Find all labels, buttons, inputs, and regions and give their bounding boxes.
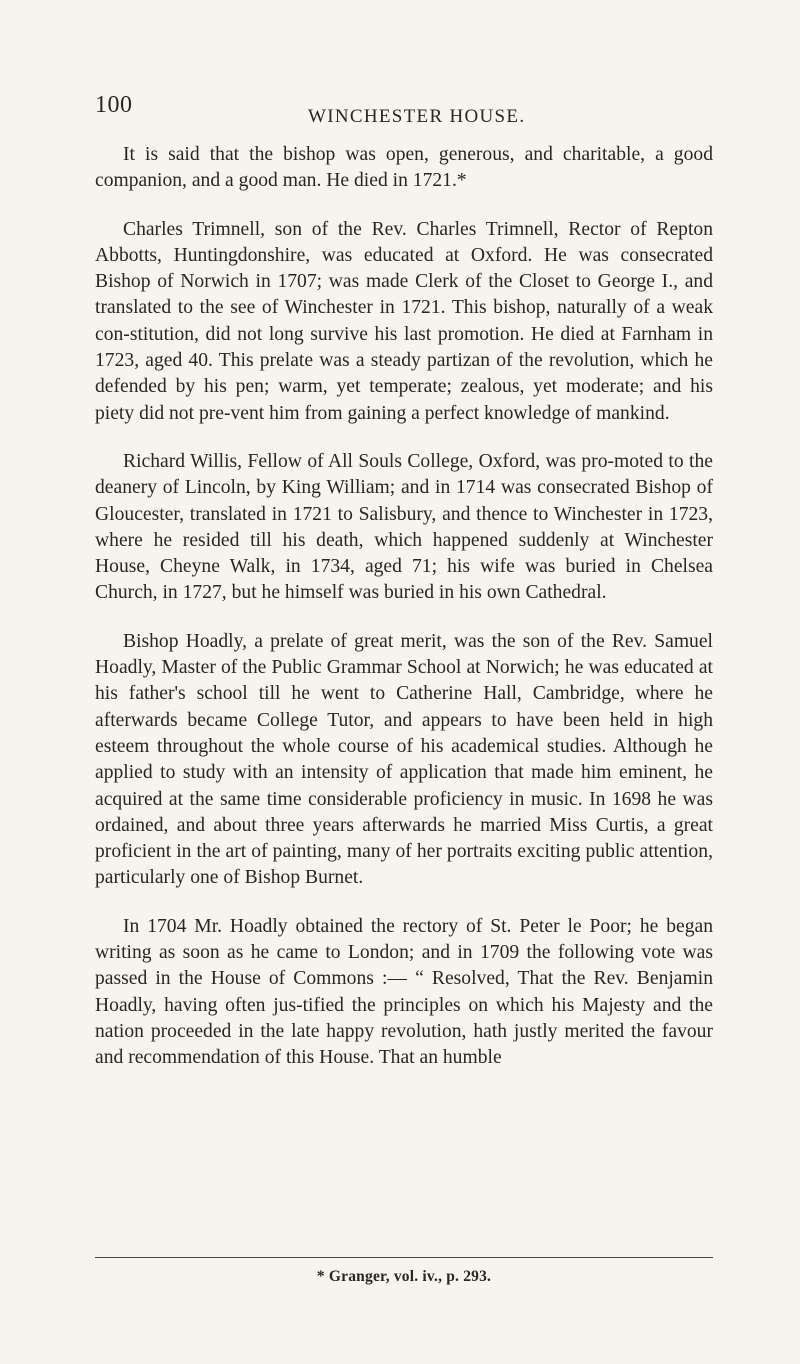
footnote: * Granger, vol. iv., p. 293.: [316, 1268, 492, 1285]
paragraph: Richard Willis, Fellow of All Souls College, Oxford, was pro-moted to the deanery of Lincoln, by King William; and in 1714 was consecrated Bishop of Gloucester, translated in 1721 to Salisbury, and thence to Winchester in 1723, where he resided till his death, which happened suddenly at Winchester House, Cheyne Walk, in 1734, aged 71; his wife was buried in Chelsea Church, in 1727, but he himself was buried in his own Cathedral.: [95, 450, 713, 604]
paragraph: Bishop Hoadly, a prelate of great merit, was the son of the Rev. Samuel Hoadly, Master of the Public Grammar School at Norwich; he was educated at his father's school till he went to Catherine Hall, Cambridge, where he afterwards became College Tutor, and appears to have been held in high esteem throughout the whole course of his academical studies. Although he applied to study with an intensity of application that made him eminent, he acquired at the same time considerable proficiency in music. In 1698 he was ordained, and about three years afterwards he married Miss Curtis, a great proficient in the art of painting, many of her portraits exciting public attention, particularly one of Bishop Burnet.: [95, 630, 713, 889]
paragraph: Charles Trimnell, son of the Rev. Charles Trimnell, Rector of Repton Abbotts, Huntingdonshire, was educated at Oxford. He was consecrated Bishop of Norwich in 1707; was made Clerk of the Closet to George I., and translated to the see of Winchester in 1721. This bishop, naturally of a weak con-stitution, did not long survive his last promotion. He died at Farnham in 1723, aged 40. This prelate was a steady partizan of the revolution, which he defended by his pen; warm, yet temperate; zealous, yet moderate; and his piety did not pre-vent him from gaining a perfect knowledge of mankind.: [95, 218, 713, 424]
body-text: [95, 142, 713, 1094]
paragraph: In 1704 Mr. Hoadly obtained the rectory of St. Peter le Poor; he began writing as soon as he came to London; and in 1709 the following vote was passed in the House of Commons :— “ Resolved, That the Rev. Benjamin Hoadly, having often jus-tified the principles on which his Majesty and the nation proceeded in the late happy revolution, hath justly merited the favour and recommendation of this House. That an humble: [95, 915, 713, 1069]
running-head: WINCHESTER HOUSE.: [308, 106, 526, 127]
footnote-divider: [95, 1257, 713, 1258]
paragraph: It is said that the bishop was open, generous, and charitable, a good companion, and a good man. He died in 1721.*: [95, 144, 713, 192]
page-number: 100: [95, 92, 133, 118]
